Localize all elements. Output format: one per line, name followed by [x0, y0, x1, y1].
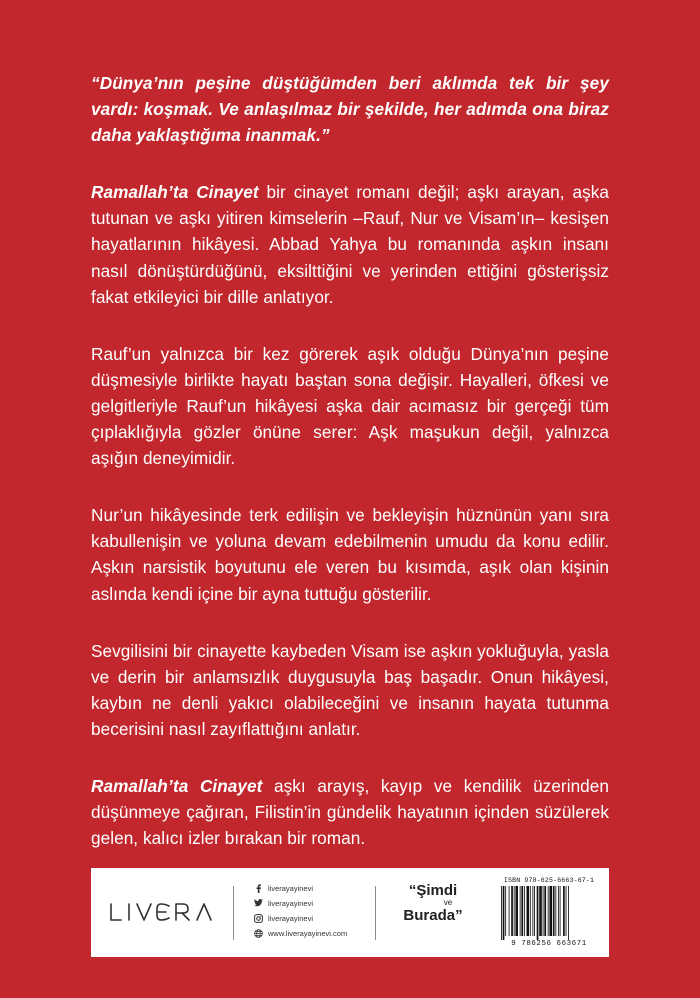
twitter-icon [254, 899, 263, 908]
social-links [254, 881, 347, 941]
paragraph-4: Sevgilisini bir cinayette kaybeden Visam ise aşkın yokluğuyla, yasla ve derin bir anlamsızlık duygusuyla baş başadır. Onun hikâyesi, kaybın ne denli yakıcı olabileceğini ve insanın hayata tutunma becerisini nasıl zayıflattığını anlatır. [91, 640, 609, 739]
book-title: Ramallah’ta Cinayet [91, 775, 263, 796]
isbn-label: ISBN 978-625-6663-67-1 [503, 877, 595, 884]
barcode-number: 9 786256 663671 [511, 940, 587, 948]
paragraph-1 [91, 179, 609, 309]
barcode-icon [495, 886, 603, 940]
isbn-barcode-area [495, 877, 603, 948]
instagram-icon [254, 914, 263, 923]
publisher-logo [109, 901, 221, 929]
divider [233, 886, 234, 940]
social-facebook[interactable]: liverayayinevi [254, 881, 347, 895]
facebook-icon [254, 884, 263, 893]
back-cover-text [91, 70, 609, 882]
paragraph-1-text: bir cinayet romanı değil; aşkı arayan, aşka tutunan ve aşkı yitiren kimselerin –Rauf, Nur ve Visam’ın– kesişen hayatlarının hikâyesi. Abbad Yahya bu romanında aşkın insanı nasıl dönüştürdüğünü, eksilttiğini ve yerinden ettiğini gösterişsiz fakat etkileyici bir dille anlatıyor. [91, 182, 610, 307]
paragraph-5-text: aşkı arayış, kayıp ve kendilik üzerinden düşünmeye çağıran, Filistin’in gündelik hayatının içinden süzülerek gelen, kalıcı izler bırakan bir roman. [91, 775, 610, 849]
paragraph-5 [91, 773, 609, 851]
social-instagram[interactable]: liverayayinevi [254, 911, 347, 925]
epigraph-quote: “Dünya’nın peşine düştüğümden beri aklımda tek bir şey vardı: koşmak. Ve anlaşılmaz bir şekilde, her adımda ona biraz daha yaklaştığıma inanmak.” [91, 73, 609, 146]
social-twitter[interactable]: liverayayinevi [254, 896, 347, 910]
paragraph-3: Nur’un hikâyesinde terk edilişin ve bekleyişin hüznünün yanı sıra kabullenişin ve yoluna devam edebilmenin umudu da konu edilir. Aşkın narsistik boyutunu ele veren bu kısımda, aşık olan kişinin aslında kendi içine bir ayna tuttuğu gösterilir. [91, 505, 609, 604]
livera-logo-icon [109, 901, 221, 923]
series-logo: “Şimdi ve Burada” [403, 882, 463, 924]
paragraph-2: Rauf’un yalnızca bir kez görerek aşık olduğu Dünya’nın peşine düşmesiyle birlikte hayatı baştan sona değişir. Hayalleri, öfkesi ve gelgitleriyle Rauf’un hikâyesi aşka dair acımasız bir gerçeği tüm çıplaklığıyla gözler önüne serer: Aşk maşukun değil, yalnızca aşığın deneyimidir. [91, 343, 609, 469]
globe-icon [254, 929, 263, 938]
footer-panel [91, 868, 609, 957]
divider [375, 886, 376, 940]
social-website[interactable]: www.liverayayinevi.com [254, 926, 347, 940]
book-title: Ramallah’ta Cinayet [91, 182, 259, 203]
